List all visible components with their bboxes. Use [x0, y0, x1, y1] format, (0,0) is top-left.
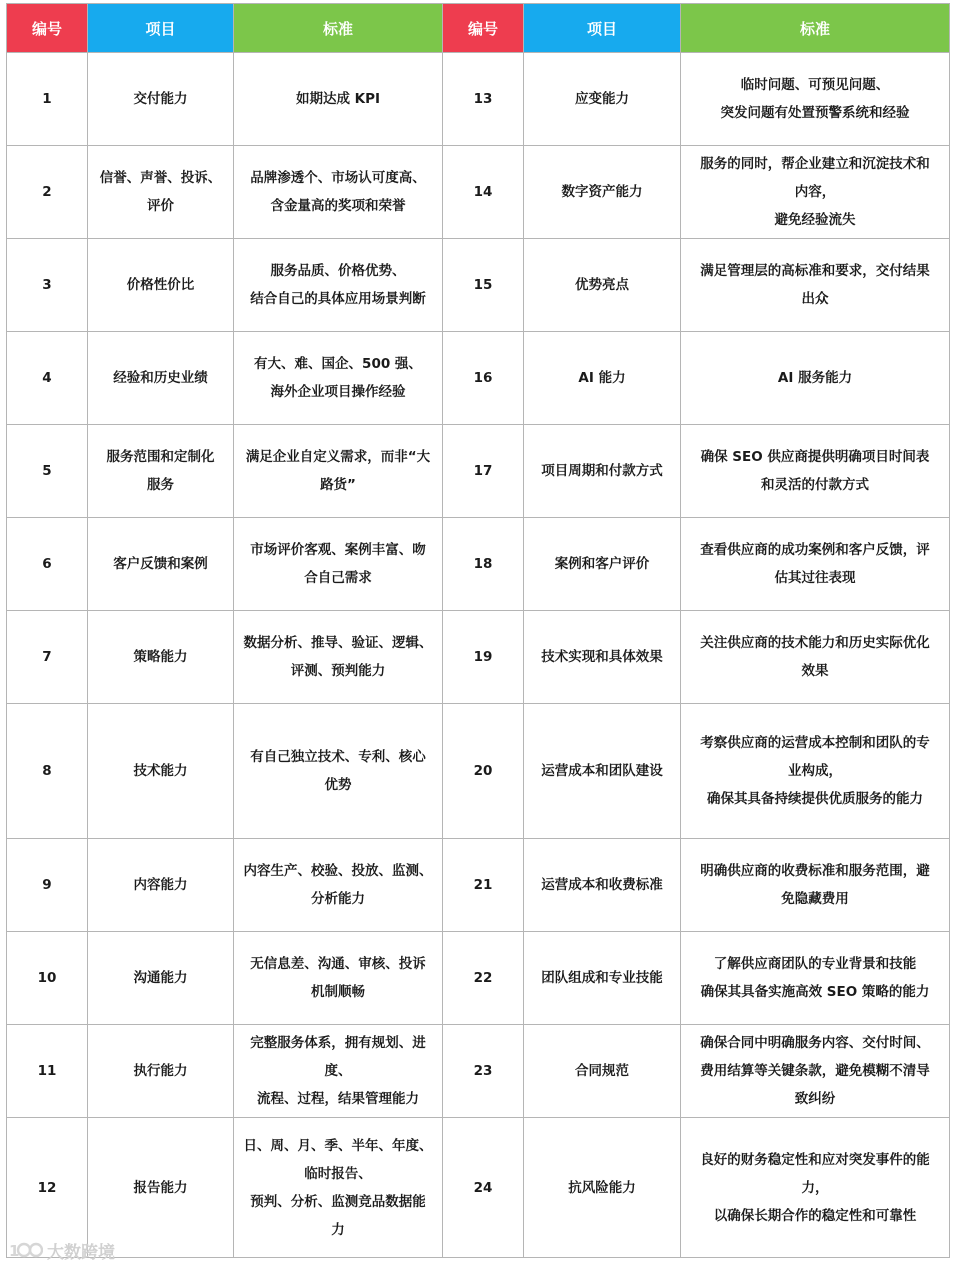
- standard-line: 良好的财务稳定性和应对突发事件的能: [700, 1151, 930, 1168]
- standard-line: 力: [331, 1221, 345, 1238]
- right-item-cell: [524, 518, 681, 611]
- item-line: 项目周期和付款方式: [541, 463, 663, 479]
- watermark-logo-icon: [9, 1240, 43, 1260]
- left-id-cell: 4: [7, 332, 88, 425]
- left-item-cell: [88, 704, 234, 839]
- left-standard-cell: [234, 518, 443, 611]
- right-item-cell: [524, 425, 681, 518]
- table-body: [7, 53, 950, 1258]
- watermark-text: 大数跨境: [47, 1242, 115, 1263]
- left-item-cell: [88, 146, 234, 239]
- right-item-cell: [524, 239, 681, 332]
- criteria-table: [6, 3, 950, 1258]
- standard-line: 致纠纷: [794, 1091, 836, 1107]
- left-item-cell: [88, 1025, 234, 1118]
- right-standard-cell: [681, 53, 950, 146]
- standard-line: 满足管理层的高标准和要求，交付结果: [700, 263, 930, 279]
- standard-line: 市场评价客观、案例丰富、吻: [250, 542, 426, 558]
- item-line: 抗风险能力: [568, 1179, 636, 1196]
- table-row: [7, 704, 950, 839]
- table-row: [7, 1118, 950, 1258]
- standard-line: 完整服务体系，拥有规划、进: [250, 1035, 426, 1051]
- right-item-cell: [524, 146, 681, 239]
- header-item-left: 项目: [88, 4, 234, 53]
- standard-line: 结合自己的具体应用场景判断: [250, 291, 426, 307]
- standard-line: 内容生产、校验、投放、监测、: [243, 863, 433, 879]
- item-line: 团队组成和专业技能: [541, 970, 663, 986]
- standard-line: 以确保长期合作的稳定性和可靠性: [713, 1207, 917, 1224]
- header-standard-right: 标准: [681, 4, 950, 53]
- table-row: [7, 239, 950, 332]
- header-id-left: 编号: [7, 4, 88, 53]
- standard-line: 品牌渗透个、市场认可度高、: [250, 170, 426, 186]
- item-line: 应变能力: [575, 91, 629, 107]
- svg-text:1: 1: [9, 1242, 20, 1260]
- right-standard-cell: [681, 146, 950, 239]
- left-item-cell: [88, 332, 234, 425]
- standard-line: 和灵活的付款方式: [761, 477, 869, 493]
- header-id-right: 编号: [443, 4, 524, 53]
- right-item-cell: [524, 1118, 681, 1258]
- right-standard-cell: [681, 704, 950, 839]
- left-id-cell: 3: [7, 239, 88, 332]
- item-line: 执行能力: [133, 1063, 188, 1079]
- left-id-cell: 5: [7, 425, 88, 518]
- right-standard-cell: [681, 425, 950, 518]
- right-standard-cell: [681, 518, 950, 611]
- standard-line: 出众: [801, 291, 829, 307]
- item-line: 信誉、声誉、投诉、: [99, 170, 222, 186]
- standard-line: 费用结算等关键条款，避免模糊不清导: [700, 1063, 930, 1079]
- left-standard-cell: [234, 425, 443, 518]
- right-standard-cell: [681, 1025, 950, 1118]
- standard-line: 临时报告、: [304, 1165, 372, 1182]
- standard-line: 数据分析、推导、验证、逻辑、: [243, 635, 433, 651]
- right-standard-cell: [681, 932, 950, 1025]
- table-row: [7, 332, 950, 425]
- right-standard-cell: [681, 332, 950, 425]
- standard-line: 海外企业项目操作经验: [270, 384, 406, 400]
- watermark: [9, 1238, 115, 1262]
- table-row: [7, 932, 950, 1025]
- right-id-cell: 22: [443, 932, 524, 1025]
- left-id-cell: 6: [7, 518, 88, 611]
- left-id-cell: 1: [7, 53, 88, 146]
- header-item-right: 项目: [524, 4, 681, 53]
- standard-line: 查看供应商的成功案例和客户反馈，评: [700, 542, 930, 558]
- item-line: 运营成本和团队建设: [541, 763, 663, 779]
- standard-line: 估其过往表现: [774, 570, 856, 586]
- item-line: 服务范围和定制化: [106, 449, 215, 465]
- right-id-cell: 23: [443, 1025, 524, 1118]
- left-item-cell: [88, 53, 234, 146]
- standard-line: 路货”: [320, 477, 356, 493]
- left-standard-cell: [234, 146, 443, 239]
- table-row: [7, 53, 950, 146]
- left-standard-cell: [234, 239, 443, 332]
- right-standard-cell: [681, 1118, 950, 1258]
- right-id-cell: 19: [443, 611, 524, 704]
- standard-line: 关注供应商的技术能力和历史实际优化: [700, 635, 930, 651]
- left-item-cell: [88, 839, 234, 932]
- item-line: 策略能力: [133, 649, 188, 665]
- standard-line: 有自己独立技术、专利、核心: [250, 749, 426, 765]
- right-item-cell: [524, 932, 681, 1025]
- left-id-cell: 8: [7, 704, 88, 839]
- left-standard-cell: [234, 611, 443, 704]
- right-standard-cell: [681, 611, 950, 704]
- table-row: [7, 518, 950, 611]
- table-row: [7, 611, 950, 704]
- header-row: [7, 4, 950, 53]
- right-item-cell: [524, 611, 681, 704]
- standard-line: 确保 SEO 供应商提供明确项目时间表: [700, 449, 930, 465]
- standard-line: 如期达成 KPI: [295, 91, 381, 107]
- standard-line: 了解供应商团队的专业背景和技能: [713, 956, 917, 972]
- item-line: 沟通能力: [133, 970, 188, 986]
- left-item-cell: [88, 932, 234, 1025]
- right-id-cell: 17: [443, 425, 524, 518]
- right-item-cell: [524, 839, 681, 932]
- standard-line: 预判、分析、监测竞品数据能: [250, 1193, 426, 1210]
- item-line: 技术能力: [133, 763, 188, 779]
- standard-line: 免隐藏费用: [781, 891, 849, 907]
- left-id-cell: 7: [7, 611, 88, 704]
- left-item-cell: [88, 425, 234, 518]
- standard-line: 有大、难、国企、500 强、: [254, 356, 422, 372]
- item-line: 案例和客户评价: [554, 556, 650, 572]
- right-id-cell: 20: [443, 704, 524, 839]
- right-item-cell: [524, 1025, 681, 1118]
- left-standard-cell: [234, 839, 443, 932]
- standard-line: AI 服务能力: [777, 370, 853, 386]
- standard-line: 确保合同中明确服务内容、交付时间、: [700, 1035, 930, 1051]
- standard-line: 避免经验流失: [774, 212, 856, 228]
- left-item-cell: [88, 1118, 234, 1258]
- right-id-cell: 13: [443, 53, 524, 146]
- standard-line: 流程、过程，结果管理能力: [257, 1091, 419, 1107]
- item-line: 内容能力: [133, 877, 188, 893]
- table-row: [7, 425, 950, 518]
- left-standard-cell: [234, 932, 443, 1025]
- standard-line: 临时问题、可预见问题、: [740, 77, 890, 93]
- left-item-cell: [88, 518, 234, 611]
- standard-line: 日、周、月、季、半年、年度、: [243, 1137, 433, 1154]
- right-id-cell: 16: [443, 332, 524, 425]
- right-id-cell: 14: [443, 146, 524, 239]
- left-standard-cell: [234, 1118, 443, 1258]
- right-item-cell: [524, 704, 681, 839]
- table-row: [7, 839, 950, 932]
- left-id-cell: 2: [7, 146, 88, 239]
- standard-line: 确保其具备实施高效 SEO 策略的能力: [700, 984, 930, 1000]
- standard-line: 服务的同时，帮企业建立和沉淀技术和: [700, 156, 930, 172]
- item-line: 交付能力: [133, 91, 188, 107]
- right-item-cell: [524, 53, 681, 146]
- left-item-cell: [88, 239, 234, 332]
- left-standard-cell: [234, 332, 443, 425]
- left-standard-cell: [234, 704, 443, 839]
- right-id-cell: 21: [443, 839, 524, 932]
- standard-line: 含金量高的奖项和荣誉: [270, 198, 406, 214]
- item-line: 评价: [147, 198, 174, 214]
- standard-line: 效果: [801, 663, 829, 679]
- standard-line: 机制顺畅: [311, 984, 365, 1000]
- item-line: 报告能力: [133, 1179, 188, 1196]
- standard-line: 确保其具备持续提供优质服务的能力: [707, 791, 923, 807]
- left-id-cell: 9: [7, 839, 88, 932]
- standard-line: 内容，: [794, 184, 836, 200]
- right-id-cell: 24: [443, 1118, 524, 1258]
- right-standard-cell: [681, 239, 950, 332]
- standard-line: 突发问题有处置预警系统和经验: [720, 105, 910, 121]
- item-line: 运营成本和收费标准: [541, 877, 663, 893]
- right-item-cell: [524, 332, 681, 425]
- standard-line: 业构成，: [788, 763, 842, 779]
- item-line: 技术实现和具体效果: [541, 649, 663, 665]
- standard-line: 度、: [324, 1063, 352, 1079]
- standard-line: 力，: [801, 1179, 829, 1196]
- item-line: 服务: [147, 477, 174, 493]
- item-line: AI 能力: [578, 370, 626, 386]
- right-id-cell: 18: [443, 518, 524, 611]
- right-standard-cell: [681, 839, 950, 932]
- left-item-cell: [88, 611, 234, 704]
- item-line: 经验和历史业绩: [113, 370, 208, 386]
- standard-line: 明确供应商的收费标准和服务范围，避: [700, 863, 930, 879]
- item-line: 合同规范: [575, 1063, 629, 1079]
- left-standard-cell: [234, 1025, 443, 1118]
- standard-line: 合自己需求: [304, 570, 372, 586]
- item-line: 客户反馈和案例: [113, 556, 208, 572]
- item-line: 优势亮点: [575, 277, 629, 293]
- left-id-cell: 11: [7, 1025, 88, 1118]
- header-standard-left: 标准: [234, 4, 443, 53]
- table-row: [7, 1025, 950, 1118]
- standard-line: 满足企业自定义需求，而非“大: [245, 449, 431, 465]
- right-id-cell: 15: [443, 239, 524, 332]
- left-id-cell: 12: [7, 1118, 88, 1258]
- table-row: [7, 146, 950, 239]
- standard-line: 无信息差、沟通、审核、投诉: [250, 956, 426, 972]
- left-standard-cell: [234, 53, 443, 146]
- item-line: 数字资产能力: [561, 184, 643, 200]
- item-line: 价格性价比: [126, 277, 195, 293]
- standard-line: 服务品质、价格优势、: [270, 263, 406, 279]
- standard-line: 考察供应商的运营成本控制和团队的专: [700, 735, 930, 751]
- standard-line: 评测、预判能力: [290, 663, 386, 679]
- standard-line: 分析能力: [311, 891, 365, 907]
- left-id-cell: 10: [7, 932, 88, 1025]
- standard-line: 优势: [324, 777, 352, 793]
